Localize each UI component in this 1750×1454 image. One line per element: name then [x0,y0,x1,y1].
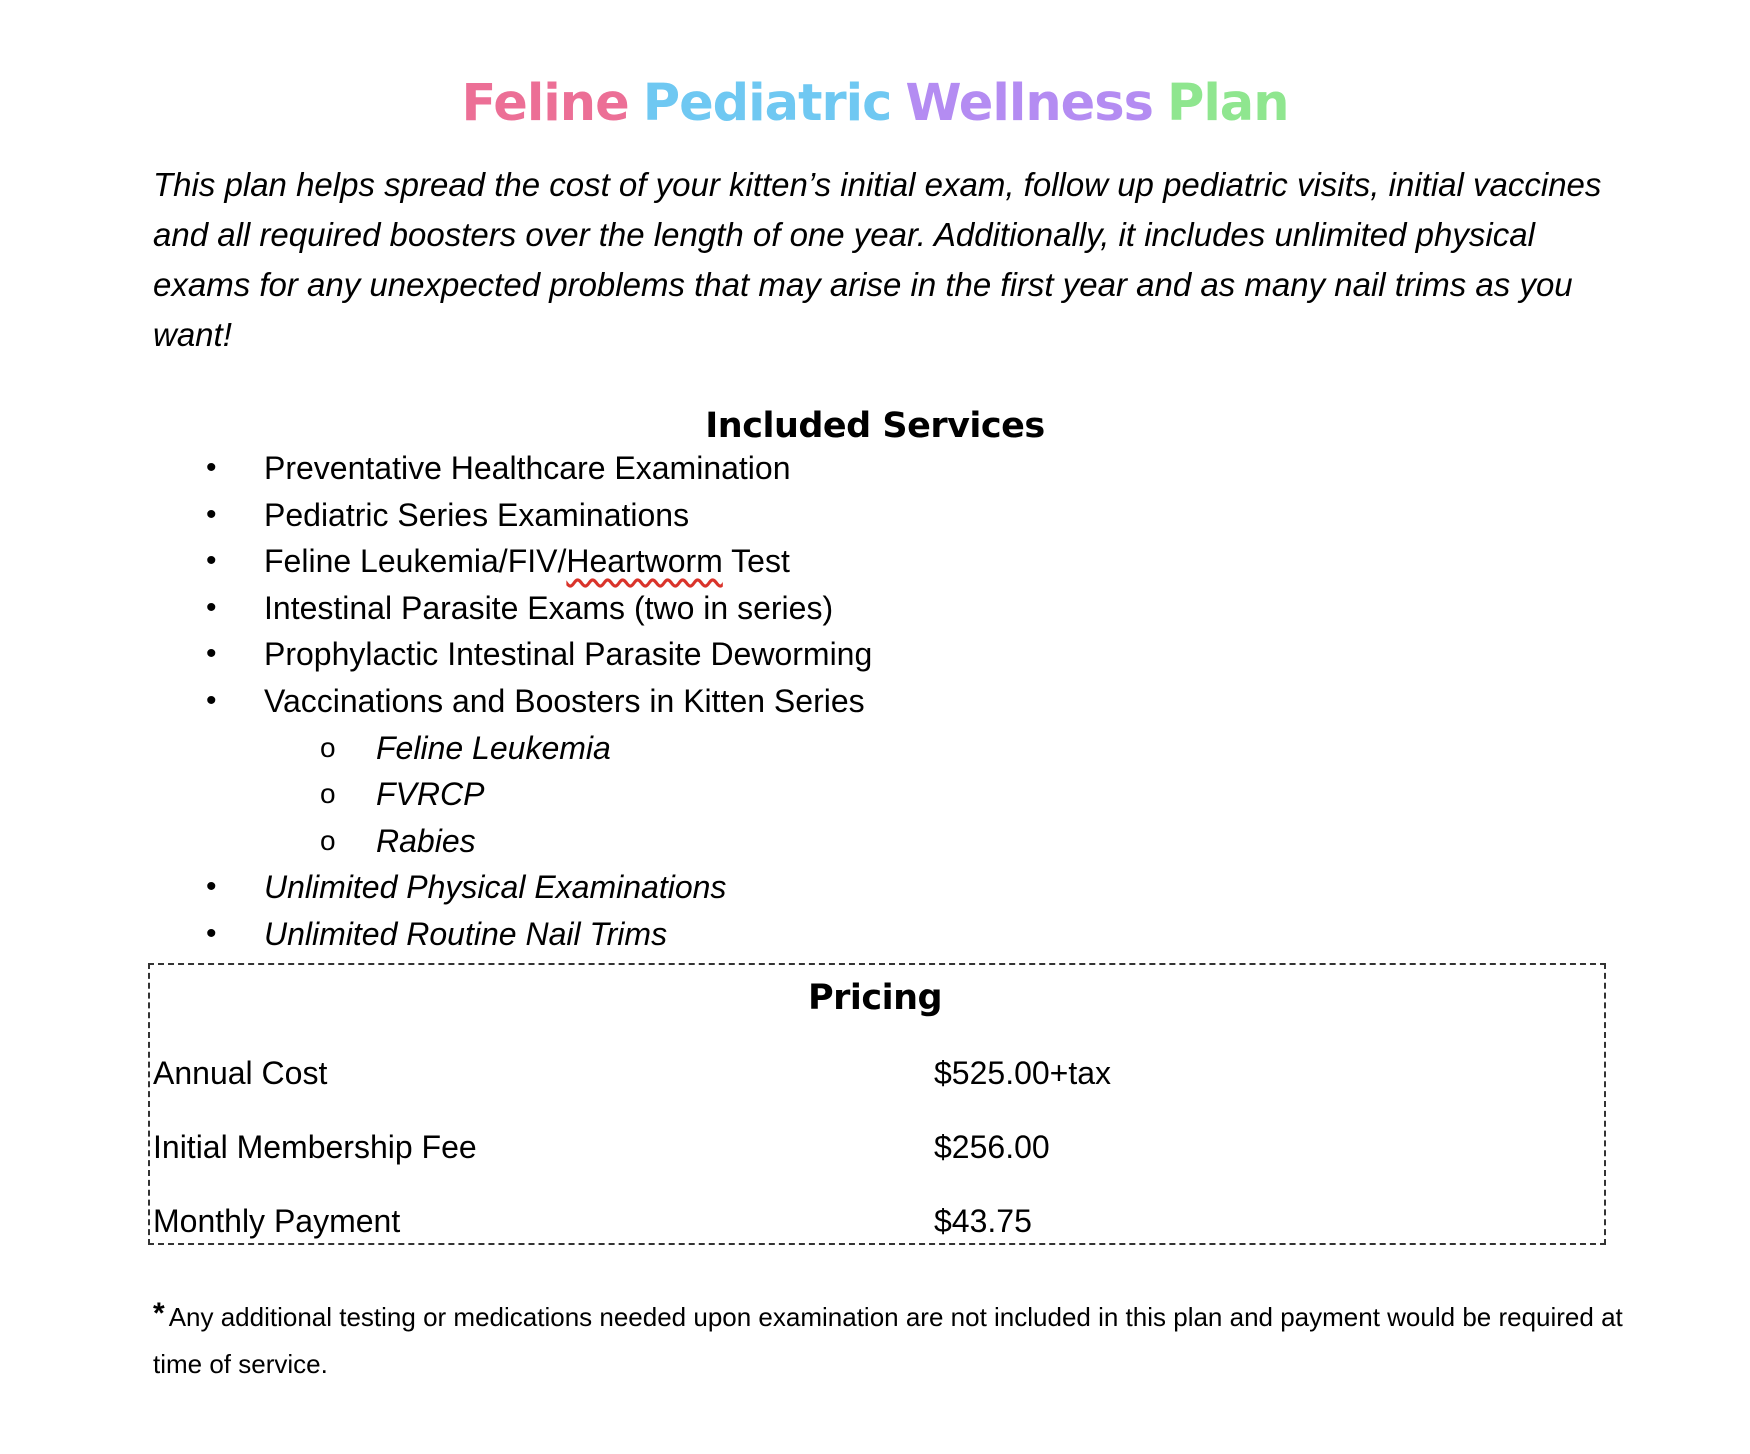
service-item-label: Vaccinations and Boosters in Kitten Series [264,682,865,719]
vaccine-sub-item [0,725,1750,772]
bullet-icon: • [206,637,217,671]
service-item-label: Prophylactic Intestinal Parasite Deworming [264,636,873,673]
title-word-feline: Feline [461,74,629,133]
bullet-icon: • [206,870,217,904]
pricing-value: $525.00+tax [934,1055,1112,1091]
service-item [0,864,1750,911]
pricing-value: $256.00 [934,1129,1050,1165]
asterisk-icon: * [153,1297,165,1330]
bullet-icon: • [206,497,217,531]
service-item-label: Unlimited Routine Nail Trims [264,915,668,952]
service-item [0,492,1750,539]
bullet-icon: • [206,451,217,484]
pricing-heading: Pricing [807,978,943,1018]
included-services-heading: Included Services [705,406,1045,446]
spellcheck-flagged-word[interactable]: Heartworm [566,543,723,580]
title-word-pediatric: Pediatric [642,74,892,133]
service-item-label: Intestinal Parasite Exams (two in series) [264,589,834,626]
service-item-label: Pediatric Series Examinations [264,496,690,533]
vaccine-label: FVRCP [376,776,485,813]
sub-bullet-icon: o [320,824,336,856]
bullet-icon: • [206,683,217,717]
vaccine-label: Feline Leukemia [376,729,611,766]
service-item [0,585,1750,632]
sub-bullet-icon: o [320,731,336,763]
page-title [0,72,1750,136]
bullet-icon: • [206,590,217,624]
sub-bullet-icon: o [320,778,336,810]
title-word-wellness: Wellness [905,74,1153,133]
pricing-row-monthly-payment [153,1196,1593,1246]
service-item-label [264,538,790,584]
service-item-label: Preventative Healthcare Examination [264,450,791,486]
pricing-label: Annual Cost [153,1055,328,1091]
title-word-plan: Plan [1166,74,1289,133]
services-list [0,445,1750,958]
footnote-text: Any additional testing or medications needed upon examination are not included in this plan and payment would be required at time of service. [153,1302,1623,1379]
footnote [153,1290,1623,1388]
service-item [0,631,1750,678]
pricing-label: Initial Membership Fee [153,1129,477,1165]
pricing-value: $43.75 [934,1203,1032,1239]
bullet-icon: • [206,916,217,950]
vaccine-sub-item [0,771,1750,818]
service-item [0,911,1750,958]
service-item [0,445,1750,492]
vaccine-sub-item [0,818,1750,865]
bullet-icon: • [206,544,217,578]
service-item-label-end: Test [722,543,790,580]
vaccine-label: Rabies [376,822,476,859]
service-item [0,538,1750,585]
service-item [0,678,1750,725]
service-item-label-start: Feline Leukemia/FIV/ [264,543,567,580]
intro-paragraph: This plan helps spread the cost of your kitten’s initial exam, follow up pediatric visits, initial vaccines and all required boosters over the length of one year. Additionally, it includes unlimited physical exams for any unexpected problems that may arise in the first year and as many nail trims as you want! [153,166,1602,353]
pricing-label: Monthly Payment [153,1203,401,1239]
service-item-label: Unlimited Physical Examinations [264,869,727,906]
pricing-row-membership-fee [153,1122,1593,1172]
pricing-row-annual-cost [153,1048,1593,1098]
